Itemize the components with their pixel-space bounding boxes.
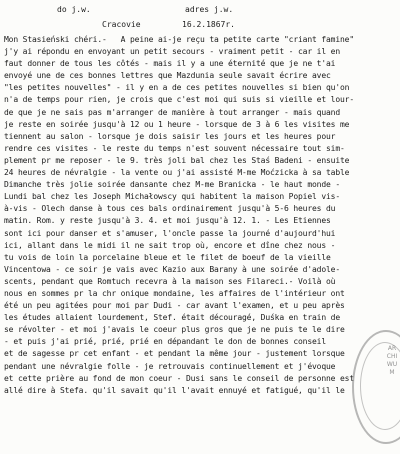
letter-line: ici, allant dans le midi il ne sait trop où, encore et dîne chez nous - xyxy=(4,240,336,250)
recipient-label: do j.w. xyxy=(57,5,91,14)
letter-line: faut donner de tous les côtés - mais il y a une éternité que je ne t'ai xyxy=(4,59,336,69)
letter-line: Mon Stasieński chéri.- A peine ai-je reçu ta petite carte "criant famine" xyxy=(4,35,354,44)
letter-line: envoyé une de ces bonnes lettres que Mazdunia seule savait écrire avec xyxy=(4,71,331,81)
letter-line: pendant une névralgie folle - je retrouvais continuellement et j'évoque xyxy=(4,361,336,371)
letter-line: sont ici pour danser et s'amuser, l'oncle passe la journé d'aujourd'hui xyxy=(4,228,336,238)
letter-line: - et puis j'ai prié, prié, prié en dépandant le don de bonnes conseil xyxy=(4,337,326,347)
letter-line: "les petites nouvelles" - il y en a de ces petites nouvelles si bien qu'on xyxy=(4,83,350,93)
letter-line: allé dire à Stefa. qu'il savait qu'il l'avait ennuyé et fatigué, qu'il le xyxy=(4,385,345,395)
letter-line: scents, pendant que Romtuch recevra à la maison ses Filareci.- Voilà où xyxy=(4,276,336,286)
letter-line: matin. Rom. y reste jusqu'à 3. 4. et moi jusqu'à 12. 1. - Les Etiennes xyxy=(4,216,331,226)
letter-line: se révolter - et moi j'avais le coeur plus gros que je ne puis te le dire xyxy=(4,325,345,335)
letter-line: rendre ces visites - le reste du temps n'est souvent nécessaire tout sim- xyxy=(4,143,345,153)
address-label: adres j.w. xyxy=(185,5,234,14)
letter-line: je reste en soirée jusqu'à 12 ou 1 heure - lorsque de 3 à 6 les visites me xyxy=(4,119,350,129)
letter-line: et de sagesse pr cet enfant - et pendant la même jour - justement lorsque xyxy=(4,349,345,359)
letter-line: Lundi bal chez les Joseph Michałowscy qui habitent la maison Popiel vis- xyxy=(4,192,340,202)
archive-stamp-text: ARCHIWUM xyxy=(386,345,398,376)
letter-line: été un peu agitées pour moi par Dudi - car avant l'examen, et u peu après xyxy=(4,301,345,311)
letter-line: à-vis - Olech danse à tous ces bals ordinairement jusqu'à 5-6 heures du xyxy=(4,204,336,214)
letter-line: tu vois de loin la porcelaine bleue et le filet de boeuf de la vieille xyxy=(4,252,331,262)
letter-line: j'y ai répondu en envoyant un petit secours - vraiment petit - car il en xyxy=(4,47,340,57)
place-label: Cracovie xyxy=(102,20,141,29)
letter-line: et cette prière au fond de mon coeur - Dusi sans le conseil de personne est xyxy=(4,373,354,383)
letter-line: de que je ne sais pas m'arranger de manière à tout arranger - mais quand xyxy=(4,107,340,117)
letter-body xyxy=(4,34,400,397)
letter-line: tiennent au salon - lorsque je dois saisir les jours et les heures pour xyxy=(4,131,336,141)
letter-line: plement pr me reposer - le 9. très joli bal chez les Staś Badeni - ensuite xyxy=(4,155,350,165)
date-label: 16.2.1867r. xyxy=(182,20,235,29)
letter-line: Vincentowa - ce soir je vais avec Kazio aux Barany à une soirée d'adole- xyxy=(4,264,340,274)
letter-line: les études allaient lourdement, Stef. était découragé, Duśka en train de xyxy=(4,313,340,323)
letter-line: 24 heures de névralgie - la vente ou j'ai assisté M-me Moćzicka à sa table xyxy=(4,168,350,178)
letter-line: Dimanche très jolie soirée dansante chez M-me Branicka - le haut monde - xyxy=(4,180,340,190)
letter-line: n'a de temps pour rien, je crois que c'est moi qui suis si vieille et lour- xyxy=(4,95,354,105)
letter-line: nous en sommes pr la chr onique mondaine, les affaires de l'intérieur ont xyxy=(4,288,345,298)
